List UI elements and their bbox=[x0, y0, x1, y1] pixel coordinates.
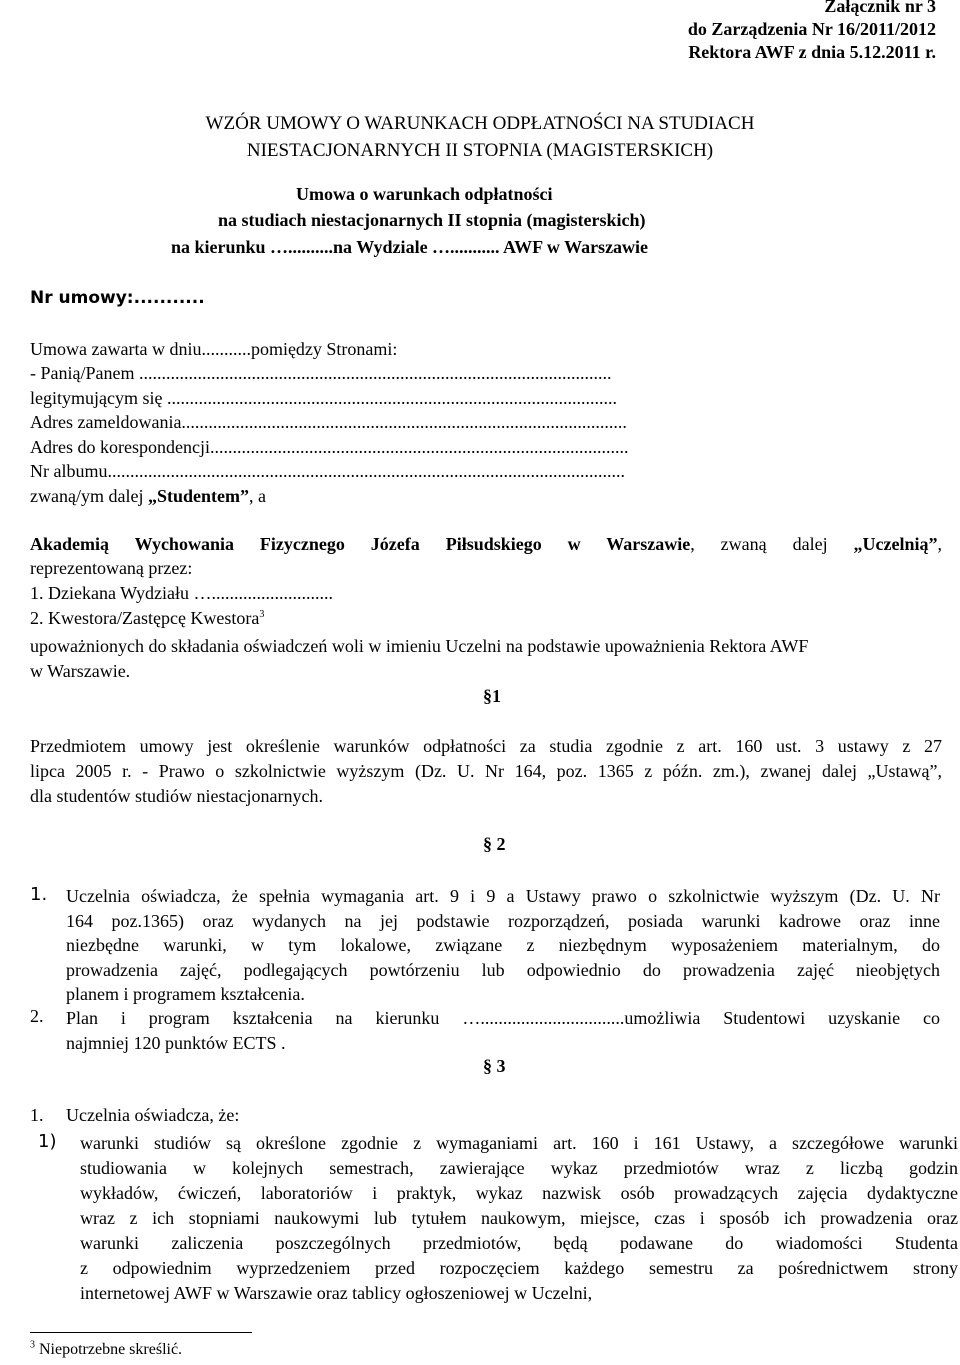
section-2-point-1-number: 1. bbox=[30, 884, 48, 905]
section-2-point-2 bbox=[66, 1006, 940, 1055]
academy-line: Akademią Wychowania Fizycznego Józefa Piłsudskiego w Warszawie, zwaną dalej „Uczelnią”, bbox=[30, 534, 942, 554]
s3-sub1-line: wykładów, ćwiczeń, laboratoriów i praktyk, wykaz nazwisk osób prowadzących zajęcia dydaktyczne bbox=[80, 1183, 958, 1203]
attachment-label: Załącznik nr 3 bbox=[824, 0, 936, 16]
s3-sub1-line: wraz z ich stopniami naukowymi lub tytułem naukowym, miejsce, czas i sposób ich prowadzenia oraz bbox=[80, 1208, 958, 1228]
subtitle-line3: na kierunku …..........na Wydziale …........... AWF w Warszawie bbox=[171, 237, 649, 257]
s3-sub1-line: studiowania w kolejnych semestrach, zawierające wykaz przedmiotów wraz z liczbą godzin bbox=[80, 1158, 958, 1178]
rector-date: Rektora AWF z dnia 5.12.2011 r. bbox=[688, 42, 936, 62]
s2-p1-line: niezbędne warunki, w tym lokalowe, związane z niezbędnym wyposażeniem materialnym, do bbox=[66, 935, 940, 955]
section-1-line2: lipca 2005 r. - Prawo o szkolnictwie wyższym (Dz. U. Nr 164, poz. 1365 z późn. zm.), zwanej dalej „Ustawą”, bbox=[30, 761, 942, 781]
s3-sub1-line: warunki studiów są określone zgodnie z wymaganiami art. 160 i 161 Ustawy, a szczegółowe warunki bbox=[80, 1133, 958, 1153]
footnote: $^3$ Niepotrzebne skreślić. bbox=[30, 1339, 183, 1358]
footnote-ref: 3 bbox=[259, 609, 265, 620]
s2-p2-line: Plan i program kształcenia na kierunku …................................umożliwia Studentowi uzyskanie co bbox=[66, 1008, 940, 1028]
contract-number: Nr umowy:........... bbox=[30, 288, 205, 308]
section-3-point-1: Uczelnia oświadcza, że: bbox=[66, 1105, 240, 1125]
document-title-line1: WZÓR UMOWY O WARUNKACH ODPŁATNOŚCI NA STUDIACH bbox=[205, 113, 755, 134]
authorization-line2: w Warszawie. bbox=[30, 661, 131, 681]
section-3-subpoint-1 bbox=[80, 1131, 958, 1306]
s2-p1-line: prowadzenia zajęć, podlegających powtórzeniu lub odpowiednio do prowadzenia zajęć nieobjętych bbox=[66, 959, 940, 980]
section-3-mark: § 3 bbox=[483, 1056, 506, 1076]
section-2-mark: § 2 bbox=[483, 834, 506, 854]
party-name-line: - Panią/Panem ......................................................................................................... bbox=[30, 363, 612, 383]
section-1-line1: Przedmiotem umowy jest określenie warunków odpłatności za studia zgodnie z art. 160 ust. 3 ustawy z 27 bbox=[30, 736, 942, 756]
s3-sub1-line: z odpowiednim wyprzedzeniem przed rozpoczęciem każdego semestru za pośrednictwem strony bbox=[80, 1258, 958, 1278]
representative-dean: 1. Dziekana Wydziału …........................... bbox=[30, 583, 334, 603]
section-2-point-1 bbox=[66, 884, 940, 1007]
contract-date-line: Umowa zawarta w dniu...........pomiędzy Stronami: bbox=[30, 339, 398, 359]
section-3-subpoint-1-number: 1) bbox=[38, 1131, 57, 1152]
s2-p1-line: 164 poz.1365) oraz wydanych na jej podstawie rozporządzeń, posiada warunki kadrowe oraz inne bbox=[66, 910, 940, 931]
correspondence-address-line: Adres do korespondencji............................................................................................. bbox=[30, 437, 629, 457]
document-title-line2: NIESTACJONARNYCH II STOPNIA (MAGISTERSKICH) bbox=[246, 140, 714, 161]
footnote-marker: 3 bbox=[30, 1339, 35, 1351]
section-1-mark: §1 bbox=[483, 686, 501, 706]
registered-address-line: Adres zameldowania................................................................................................... bbox=[30, 412, 627, 432]
represented-by-label: reprezentowaną przez: bbox=[30, 558, 193, 578]
s2-p2-line: najmniej 120 punktów ECTS . bbox=[66, 1032, 286, 1053]
section-2-point-2-number: 2. bbox=[30, 1006, 44, 1026]
representative-bursar: 2. Kwestora/Zastępcę Kwestora$^3$ bbox=[30, 608, 265, 628]
s3-sub1-line: internetowej AWF w Warszawie oraz tablicy ogłoszeniowej w Uczelni, bbox=[80, 1283, 593, 1303]
subtitle-line2: na studiach niestacjonarnych II stopnia (magisterskich) bbox=[218, 210, 646, 230]
s2-p1-line: Uczelnia oświadcza, że spełnia wymagania art. 9 i 9 a Ustawy prawo o szkolnictwie wyższym (Dz. U. Nr bbox=[66, 886, 940, 906]
ordinance-reference: do Zarządzenia Nr 16/2011/2012 bbox=[687, 19, 936, 39]
student-designation-line: zwaną/ym dalej „Studentem”, a bbox=[30, 486, 266, 506]
album-number-line: Nr albumu................................................................................................................... bbox=[30, 461, 625, 481]
s3-sub1-line: warunki zaliczenia poszczególnych przedmiotów, będą podawane do wiadomości Studenta bbox=[80, 1233, 958, 1253]
section-1-line3: dla studentów studiów niestacjonarnych. bbox=[30, 786, 323, 806]
s2-p1-line: planem i programem kształcenia. bbox=[66, 984, 305, 1004]
footnote-separator bbox=[30, 1332, 252, 1333]
party-id-line: legitymującym się .................................................................................................... bbox=[30, 388, 617, 408]
subtitle-line1: Umowa o warunkach odpłatności bbox=[296, 184, 553, 204]
authorization-line1: upoważnionych do składania oświadczeń woli w imieniu Uczelni na podstawie upoważnienia Rektora AWF bbox=[30, 636, 809, 656]
section-3-point-1-number: 1. bbox=[30, 1105, 44, 1125]
